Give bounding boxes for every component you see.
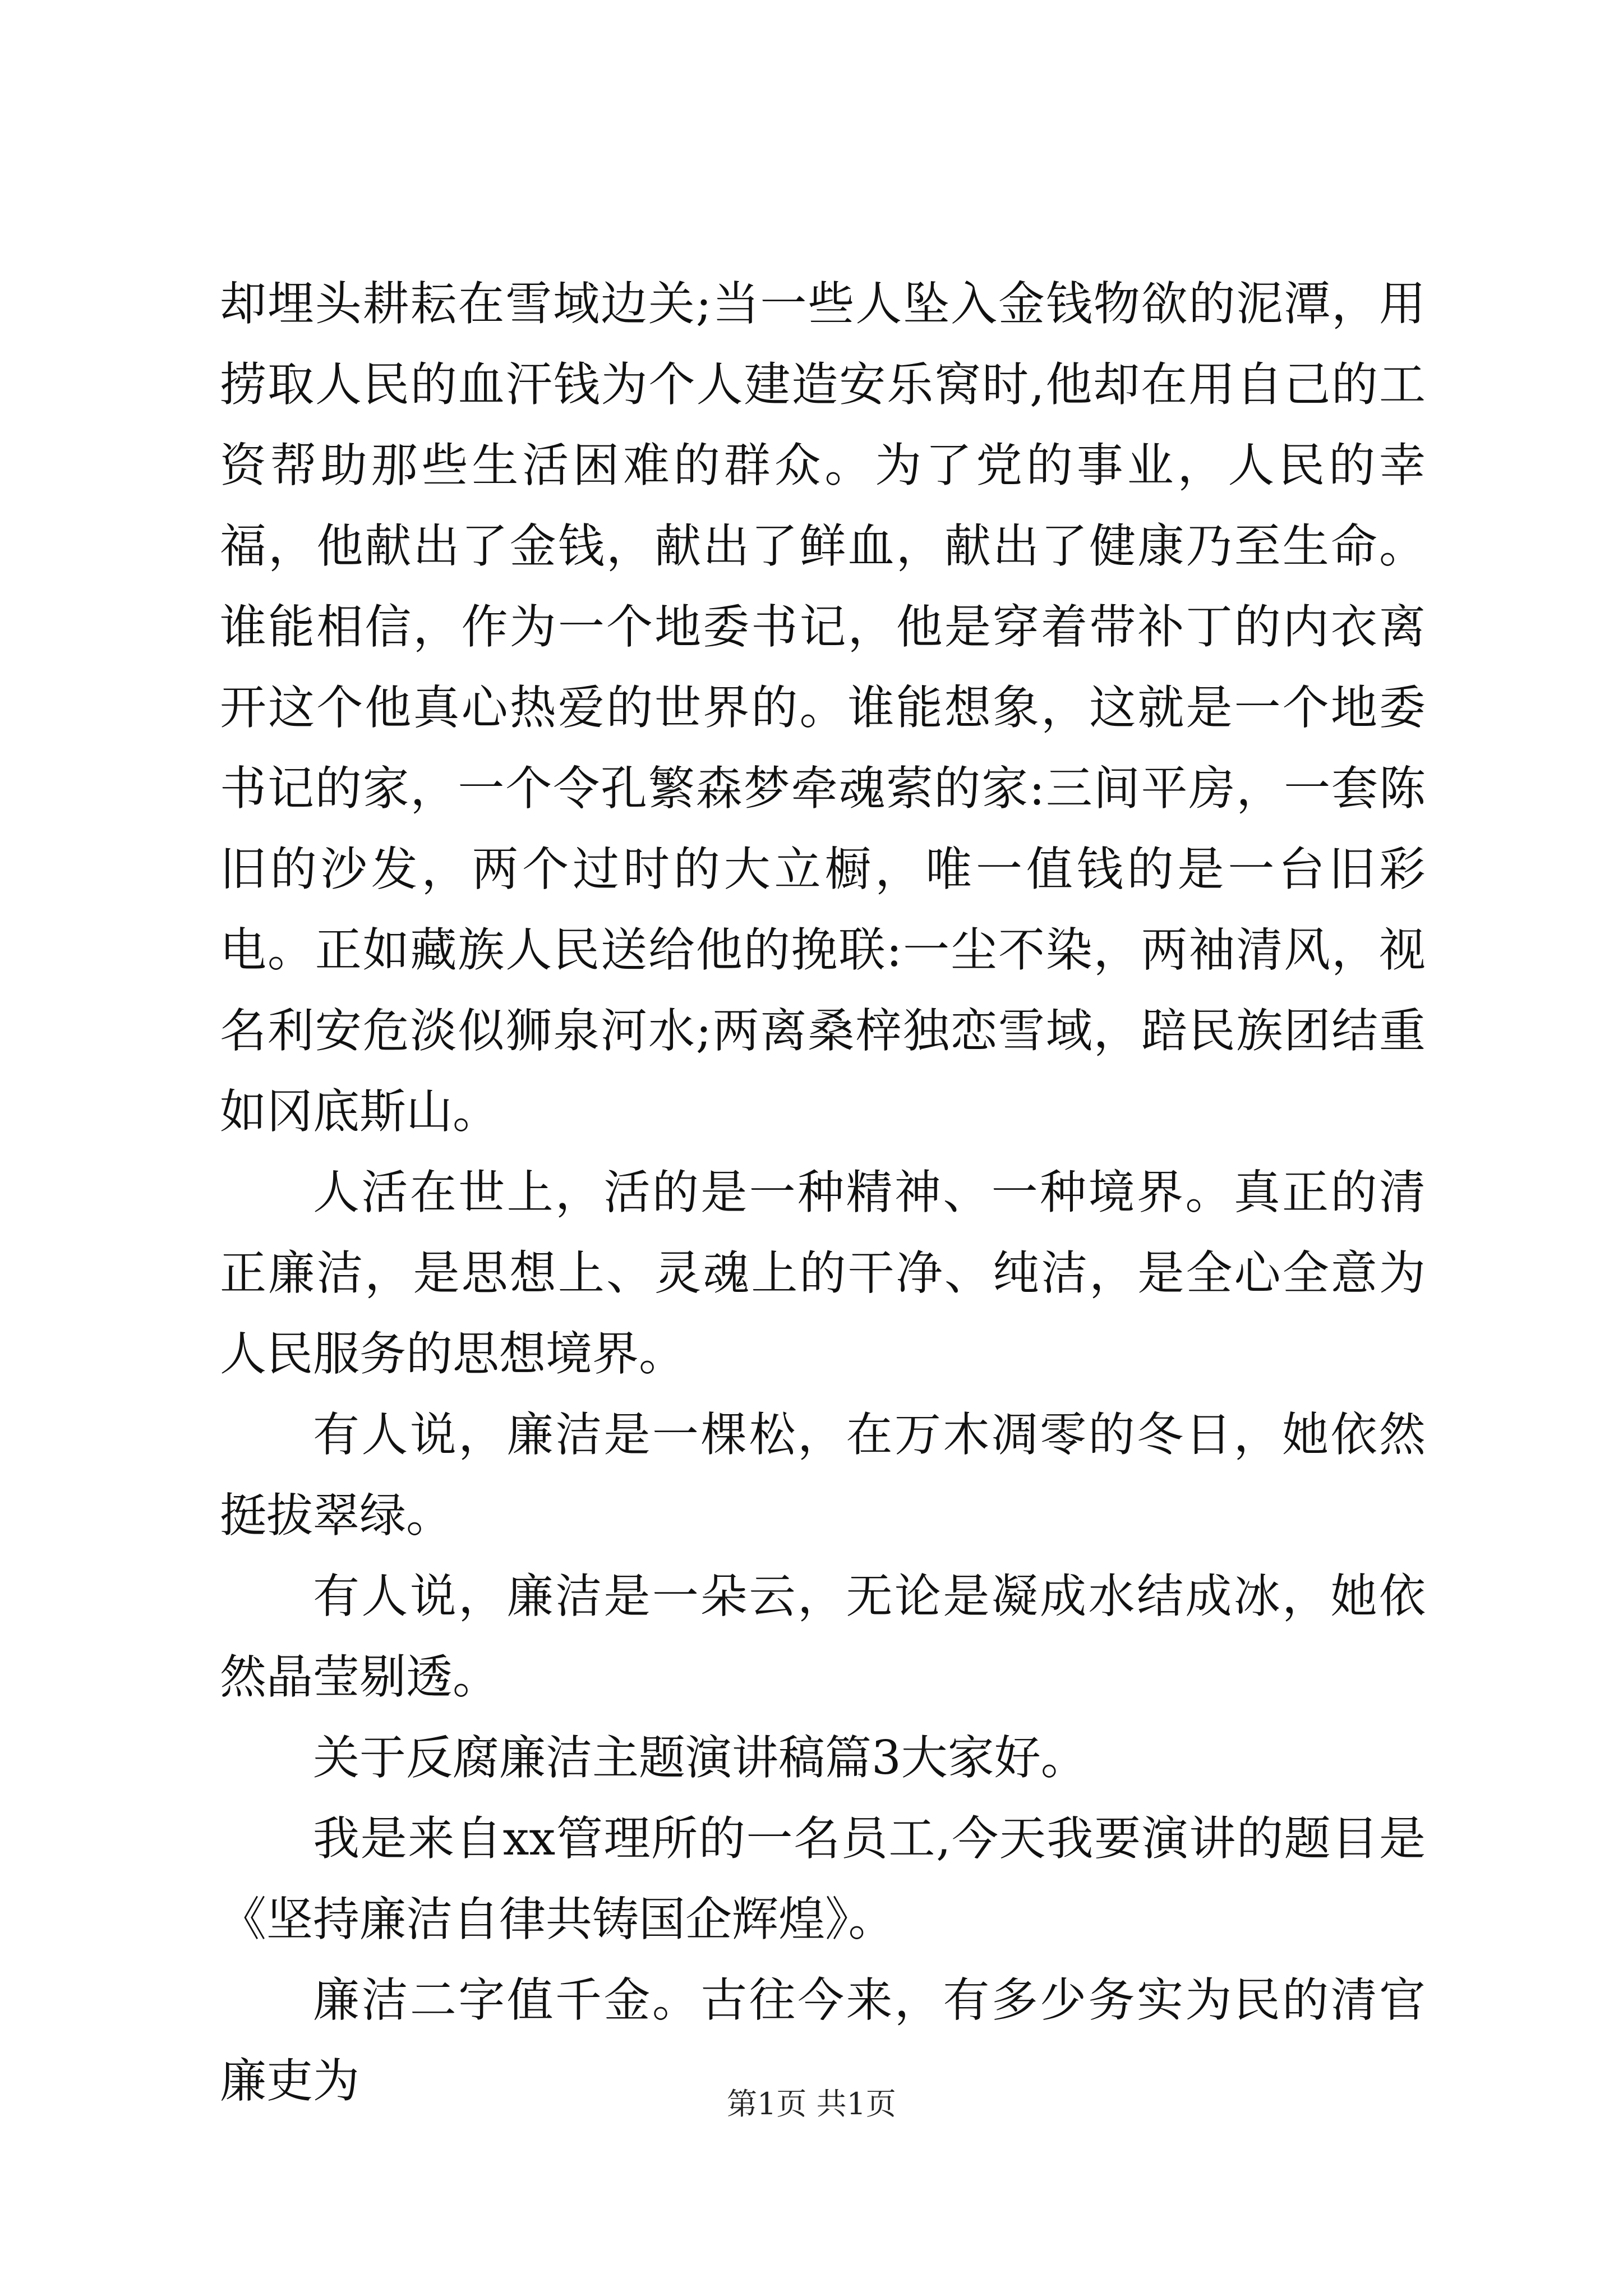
body-paragraph-6: 我是来自xx管理所的一名员工,今天我要演讲的题目是《坚持廉洁自律共铸国企辉煌》。 (220, 1811, 1426, 1947)
body-paragraph-1: 却埋头耕耘在雪域边关;当一些人坠入金钱物欲的泥潭，用捞取人民的血汗钱为个人建造安乐窝时,他却在用自己的工资帮助那些生活困难的群众。为了党的事业，人民的幸福，他献出了金钱，献出了鲜血，献出了健康乃至生命。谁能相信，作为一个地委书记，他是穿着带补丁的内衣离开这个他真心热爱的世界的。谁能想象，这就是一个地委书记的家，一个令孔繁森梦牵魂萦的家:三间平房，一套陈旧的沙发，两个过时的大立橱，唯一值钱的是一台旧彩电。正如藏族人民送给他的挽联:一尘不染，两袖清风，视名利安危淡似狮泉河水;两离桑梓独恋雪域，踣民族团结重如冈底斯山。 (220, 277, 1426, 1139)
page-number-indicator: 第1页 共1页 (727, 2086, 896, 2122)
document-body (220, 264, 1426, 2122)
body-paragraph-5: 关于反腐廉洁主题演讲稿篇3大家好。 (313, 1731, 1087, 1785)
body-paragraph-3: 有人说，廉洁是一棵松，在万木凋零的冬日，她依然挺拔翠绿。 (220, 1407, 1426, 1543)
page-footer (0, 2080, 1623, 2123)
body-paragraph-2: 人活在世上，活的是一种精神、一种境界。真正的清正廉洁，是思想上、灵魂上的干净、纯洁，是全心全意为人民服务的思想境界。 (220, 1165, 1426, 1381)
body-paragraph-4: 有人说，廉洁是一朵云，无论是凝成水结成冰，她依然晶莹剔透。 (220, 1569, 1426, 1704)
body-paragraph-7: 廉洁二字值千金。古往今来，有多少务实为民的清官廉吏为 (220, 1973, 1426, 2108)
